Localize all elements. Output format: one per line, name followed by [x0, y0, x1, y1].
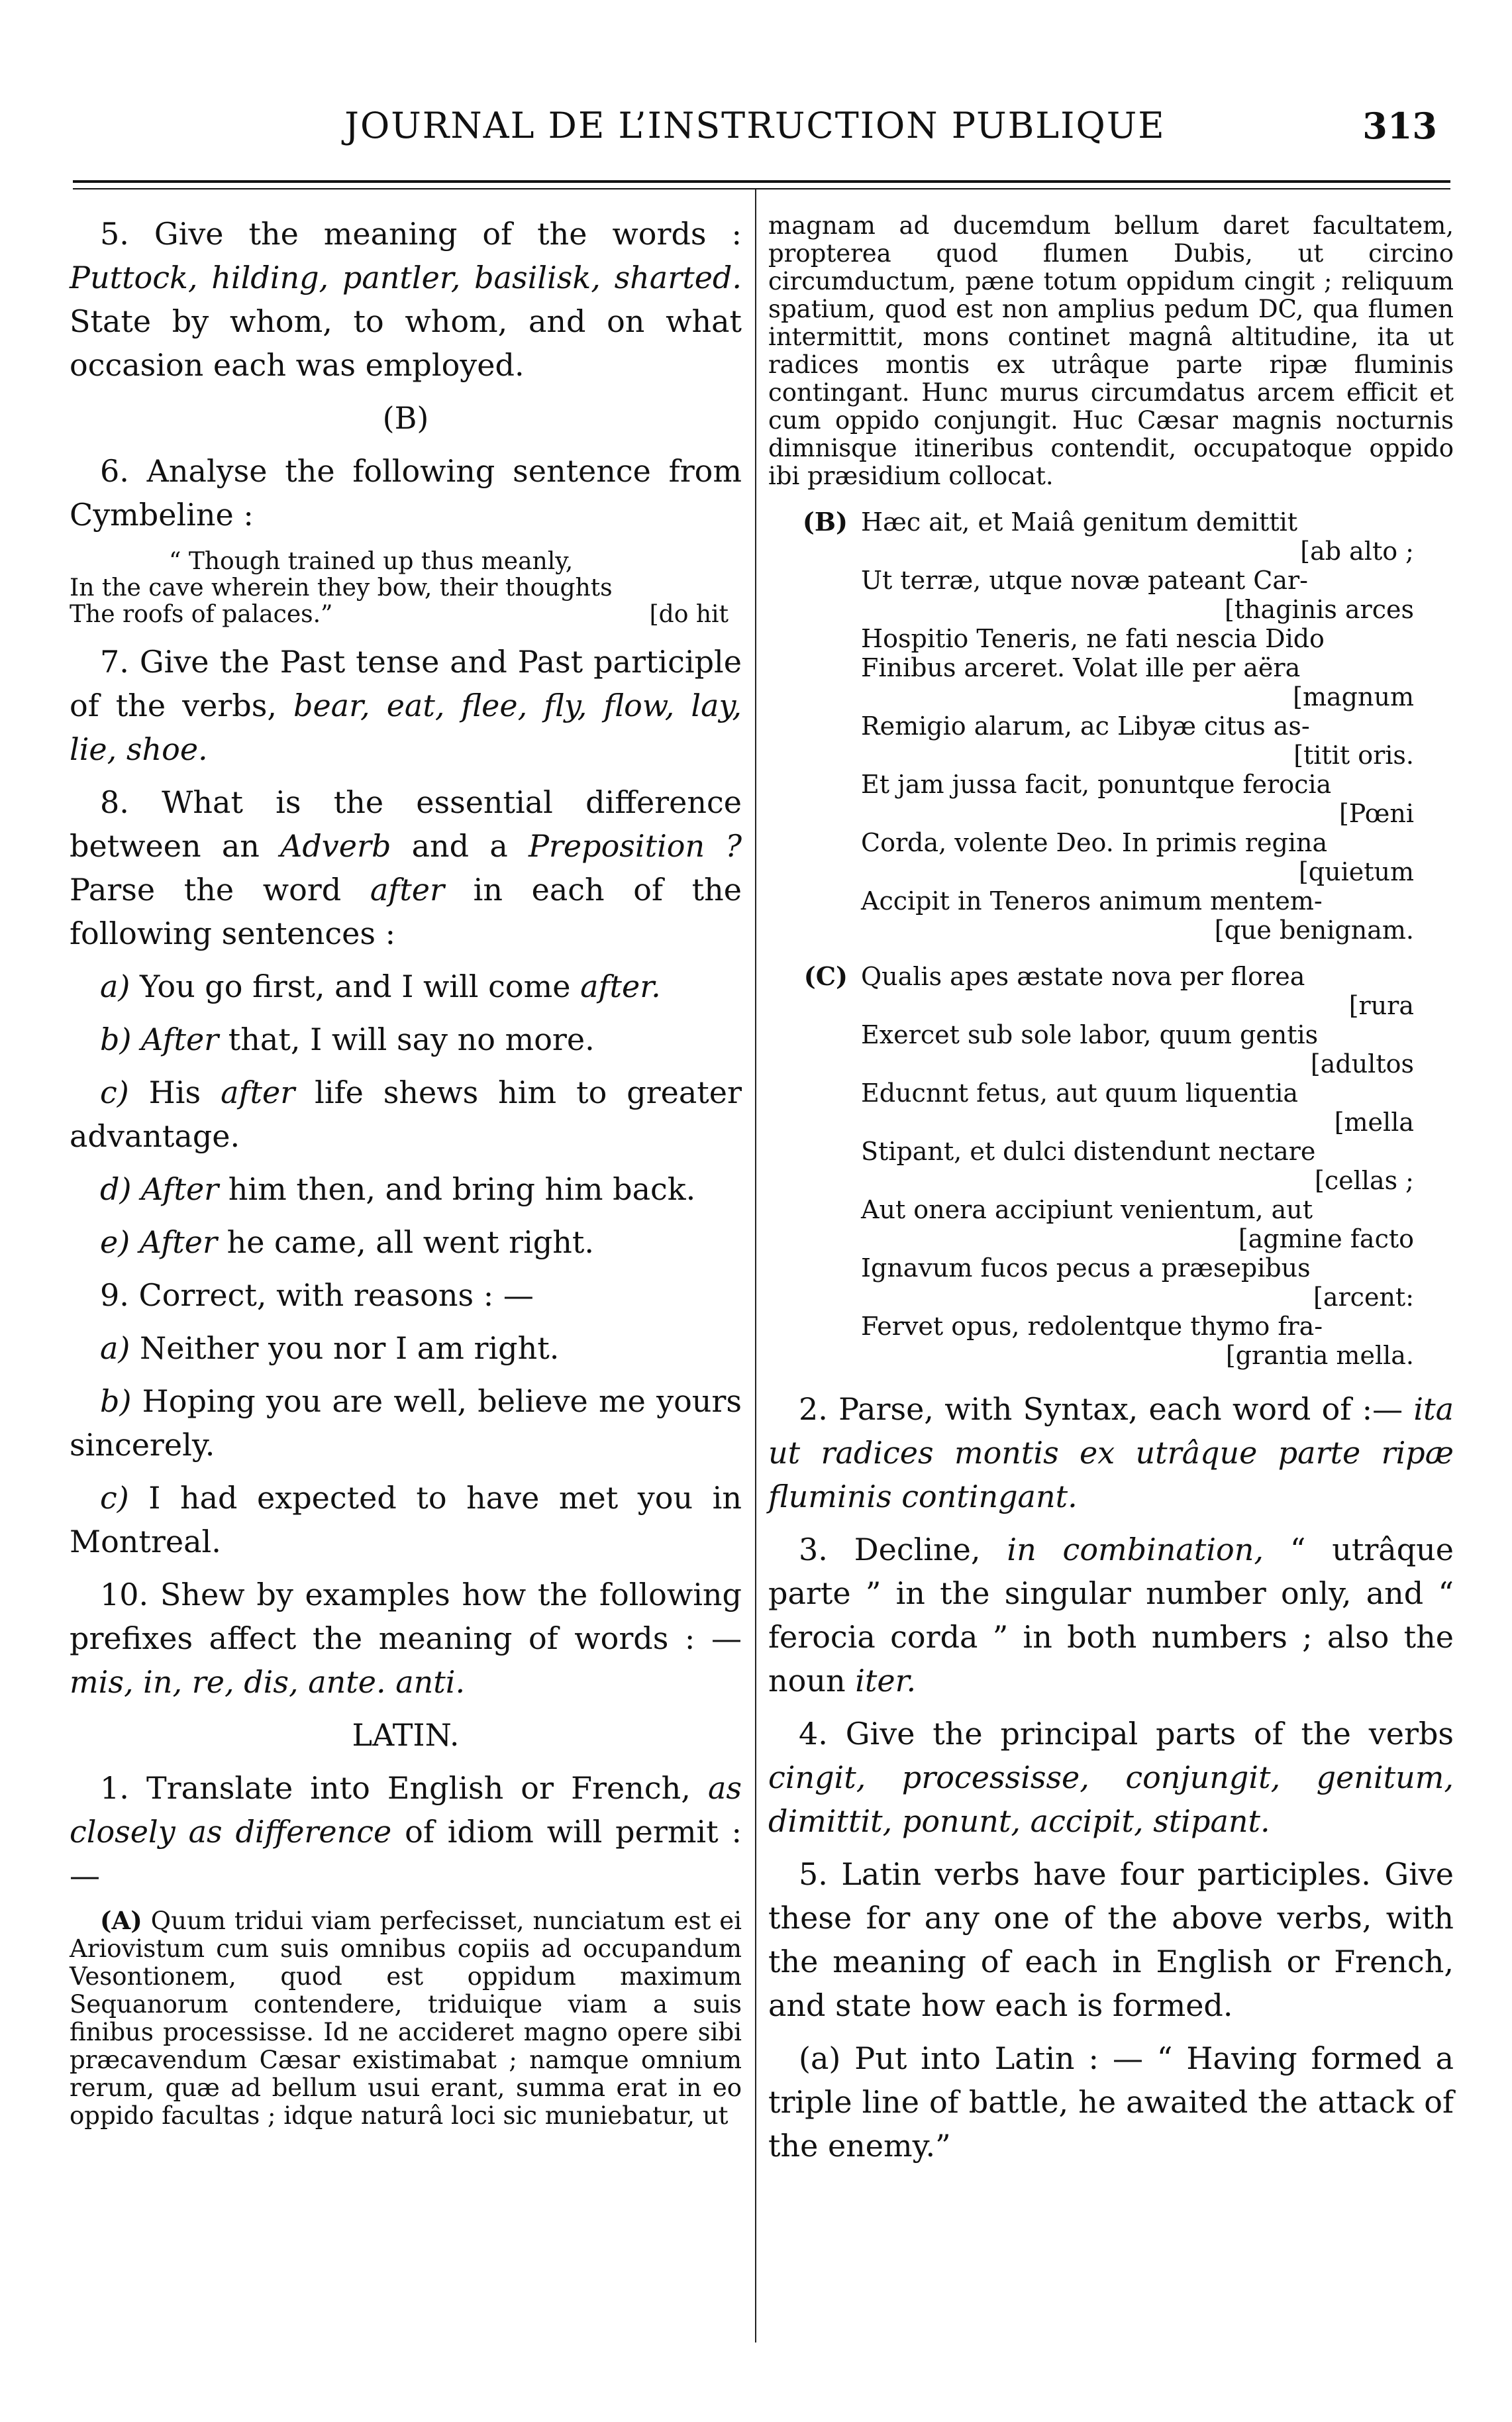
- verse-row: [768, 507, 1454, 945]
- term-adverb: Adverb: [280, 828, 391, 864]
- question-text: Give the principal parts of the verbs: [845, 1716, 1454, 1752]
- question-text: Give the meaning of the words :: [154, 216, 742, 252]
- verse-line-turnover: [que benignam.: [1214, 916, 1414, 945]
- sentence-text: that, I will say no more.: [228, 1022, 595, 1057]
- item-label: (a): [799, 2040, 841, 2076]
- question-10: [70, 1573, 742, 1704]
- verse-line: Aut onera accipiunt venientum, aut: [861, 1195, 1313, 1224]
- verse-line: Hospitio Teneris, ne fati nescia Dido: [861, 624, 1325, 653]
- verse-line-turnover: [grantia mella.: [1225, 1341, 1414, 1370]
- quote-line: In the cave wherein they bow, their thoughts: [70, 574, 613, 602]
- question-number: 6.: [100, 453, 129, 489]
- sentence-9b: [70, 1379, 742, 1467]
- verse-line: Corda, volente Deo. In primis regina: [861, 828, 1328, 857]
- prefix-list: mis, in, re, dis, ante. anti.: [70, 1664, 466, 1700]
- quote-line: The roofs of palaces.”: [70, 601, 333, 628]
- column-divider: [755, 189, 756, 2343]
- question-7: [70, 640, 742, 771]
- right-column: [768, 212, 1454, 2177]
- question-text: and a: [411, 828, 508, 864]
- sentence-text: You go first, and I will come: [140, 969, 571, 1004]
- sentence-text: Hoping you are well, believe me yours sincerely.: [70, 1383, 742, 1463]
- question-text: State by whom, to whom, and on what occasion each was employed.: [70, 303, 742, 383]
- question-number: 8.: [100, 784, 129, 820]
- question-number: 5.: [799, 1856, 828, 1892]
- question-number: 5.: [100, 216, 129, 252]
- verse-line: Et jam jussa facit, ponuntque ferocia: [861, 770, 1332, 799]
- verse-line: Educnnt fetus, aut quum liquentia: [861, 1079, 1299, 1108]
- question-number: 4.: [799, 1716, 828, 1752]
- latin-question-5a: [768, 2036, 1454, 2168]
- question-number: 3.: [799, 1532, 828, 1567]
- word-list: Puttock, hilding, pantler, basilisk, sharted.: [70, 260, 742, 295]
- term-after: after: [370, 872, 445, 908]
- verb-list: cingit, processisse, conjungit, genitum, dimittit, ponunt, accipit, stipant.: [768, 1760, 1454, 1839]
- question-number: 9.: [100, 1277, 129, 1313]
- verse-line: Ut terræ, utque novæ pateant Car-: [861, 566, 1309, 595]
- verse-line-turnover: [rura: [1348, 991, 1414, 1020]
- question-text: Decline,: [854, 1532, 981, 1567]
- verse-line-turnover: [mella: [1334, 1108, 1414, 1137]
- verse-line-turnover: [quietum: [1298, 857, 1414, 886]
- verse-line: Fervet opus, redolentque thymo fra-: [861, 1312, 1323, 1341]
- passage-label: (A): [100, 1906, 142, 1935]
- sentence-8d: [70, 1167, 742, 1211]
- question-5: [70, 212, 742, 387]
- verse-line: Stipant, et dulci distendunt nectare: [861, 1137, 1316, 1166]
- verse-line: Remigio alarum, ac Libyæ citus as-: [861, 711, 1310, 741]
- question-emphasis: as closely as difference: [70, 1770, 742, 1850]
- term-after: after.: [580, 969, 661, 1004]
- verse-line-turnover: [thaginis arces: [1224, 595, 1414, 624]
- verse-line: Qualis apes æstate nova per florea: [861, 962, 1305, 991]
- running-head: [73, 99, 1437, 159]
- item-label: a): [100, 969, 130, 1004]
- item-label: d): [100, 1171, 132, 1207]
- verb-list: bear, eat, flee, fly, flow, lay, lie, shoe.: [70, 688, 742, 767]
- question-number: 1.: [100, 1770, 129, 1806]
- term-after: After: [141, 1171, 219, 1207]
- verse-line-turnover: [cellas ;: [1315, 1166, 1414, 1195]
- question-text: Give the Past tense and Past participle of the verbs,: [70, 644, 742, 723]
- question-text: Latin verbs have four participles. Give these for any one of the above verbs, with the meaning of each in English or French, and state how each is formed.: [768, 1856, 1454, 2023]
- latin-question-5: [768, 1852, 1454, 2027]
- question-text: Correct, with reasons : —: [138, 1277, 534, 1313]
- verse-line-turnover: [magnum: [1293, 682, 1414, 711]
- item-label: a): [100, 1330, 130, 1366]
- question-text: of idiom will permit :—: [70, 1814, 742, 1893]
- latin-question-3: [768, 1528, 1454, 1703]
- latin-question-2: [768, 1387, 1454, 1518]
- question-9: [70, 1273, 742, 1317]
- header-rule-thin: [73, 188, 1450, 189]
- question-number: 10.: [100, 1577, 149, 1612]
- verse-line-turnover: [arcent:: [1313, 1283, 1414, 1312]
- question-number: 2.: [799, 1391, 828, 1427]
- sentence-8b: [70, 1018, 742, 1061]
- sentence-text: he came, all went right.: [227, 1224, 594, 1260]
- question-number: 7.: [100, 644, 129, 680]
- sentence-text: life shews him to greater advantage.: [70, 1075, 742, 1154]
- section-heading-b: (B): [382, 400, 429, 436]
- sentence-8a: [70, 965, 742, 1008]
- latin-question-1: [70, 1766, 742, 1897]
- sentence-text: him then, and bring him back.: [228, 1171, 696, 1207]
- question-text: Parse the word: [70, 872, 342, 908]
- verse-line: Exercet sub sole labor, quum gentis: [861, 1020, 1319, 1049]
- sentence-text: I had expected to have met you in Montreal.: [70, 1480, 742, 1559]
- sentence-9a: [70, 1326, 742, 1370]
- question-emphasis: ita ut radices montis ex utrâque parte ripæ fluminis contingant.: [768, 1391, 1454, 1514]
- verse-passage-b: [768, 507, 1454, 945]
- verse-line: Accipit in Teneros animum mentem-: [861, 886, 1323, 916]
- question-emphasis: in combination,: [1007, 1532, 1264, 1567]
- sentence-9c: [70, 1476, 742, 1563]
- question-text: “ utrâque parte ” in the singular number only, and “ ferocia corda ” in both numbers ; also the noun: [768, 1532, 1454, 1699]
- quote-tail: [do hit: [649, 601, 729, 628]
- quote-line: “ Though trained up thus meanly,: [169, 548, 574, 575]
- item-label: c): [100, 1075, 129, 1110]
- sentence-8e: [70, 1220, 742, 1264]
- left-column: [70, 212, 742, 2139]
- latin-question-4: [768, 1712, 1454, 1843]
- verse-line: Ignavum fucos pecus a præsepibus: [861, 1253, 1311, 1283]
- verse-line: Finibus arceret. Volat ille per aëra: [861, 653, 1301, 682]
- question-text: Analyse the following sentence from Cymbeline :: [70, 453, 742, 533]
- question-text: What is the essential difference between an: [70, 784, 742, 864]
- question-emphasis: iter.: [855, 1663, 917, 1699]
- verse-lines: [861, 962, 1454, 1370]
- verse-row: [768, 962, 1454, 1370]
- verse-line-turnover: [titit oris.: [1293, 741, 1414, 770]
- term-after: after: [221, 1075, 295, 1110]
- verse-passage-c: [768, 962, 1454, 1370]
- question-8: [70, 780, 742, 955]
- question-text: Put into Latin : — “ Having formed a triple line of battle, he awaited the attack of the enemy.”: [768, 2040, 1454, 2164]
- item-label: c): [100, 1480, 129, 1516]
- verse-line-turnover: [agmine facto: [1238, 1224, 1414, 1253]
- header-rule-thick: [73, 180, 1450, 183]
- journal-title: JOURNAL DE L’INSTRUCTION PUBLIQUE: [344, 105, 1166, 146]
- sentence-text: Neither you nor I am right.: [140, 1330, 560, 1366]
- cymbeline-quote: [70, 549, 742, 628]
- term-after: After: [141, 1022, 219, 1057]
- question-text: Parse, with Syntax, each word of :—: [838, 1391, 1403, 1427]
- term-preposition: Preposition ?: [528, 828, 742, 864]
- verse-line-turnover: [ab alto ;: [1300, 537, 1414, 566]
- question-text: Shew by examples how the following prefixes affect the meaning of words : —: [70, 1577, 742, 1656]
- verse-line: Hæc ait, et Maiâ genitum demittit: [861, 507, 1298, 537]
- latin-passage-a: [70, 1907, 742, 2130]
- term-after: After: [139, 1224, 217, 1260]
- verse-line-turnover: [Pœni: [1338, 799, 1414, 828]
- latin-passage-a-continued: magnam ad ducemdum bellum daret facultatem, propterea quod flumen Dubis, ut circino circumductum, pæne totum oppidum cingit ; reliquum spatium, quod est non amplius pedum DC, qua flumen intermittit, mons continet magnâ altitudine, ita ut radices montis ex utrâque parte ripæ fluminis contingant. Hunc murus circumdatus arcem efficit et cum oppido conjungit. Huc Cæsar magnis nocturnis dimnisque itineribus contendit, occupatoque oppido ibi præsidium collocat.: [768, 211, 1454, 490]
- verse-lines: [861, 507, 1454, 945]
- question-6: [70, 449, 742, 537]
- passage-text: Quum tridui viam perfecisset, nunciatum est ei Ariovistum cum suis omnibus copiis ad occupandum Vesontionem, quod est oppidum maximum Sequanorum contendere, triduique viam a suis finibus processisse. Id ne accideret magno opere sibi præcavendum Cæsar existimabat ; namque omnium rerum, quæ ad bellum usui erant, summa erat in eo oppido facultas ; idque naturâ loci sic muniebatur, ut: [70, 1907, 742, 2130]
- passage-label: (B): [802, 507, 848, 537]
- item-label: b): [100, 1022, 132, 1057]
- quote-line-group: [70, 602, 742, 628]
- question-text: Translate into English or French,: [146, 1770, 691, 1806]
- passage-label: (C): [803, 961, 848, 991]
- question-text: in each of the following sentences :: [70, 872, 742, 951]
- verse-line-turnover: [adultos: [1310, 1049, 1414, 1079]
- sentence-8c: [70, 1071, 742, 1158]
- page-number: 313: [1362, 105, 1437, 147]
- sentence-text: His: [148, 1075, 201, 1110]
- latin-heading: LATIN.: [352, 1717, 460, 1753]
- item-label: e): [100, 1224, 130, 1260]
- item-label: b): [100, 1383, 132, 1419]
